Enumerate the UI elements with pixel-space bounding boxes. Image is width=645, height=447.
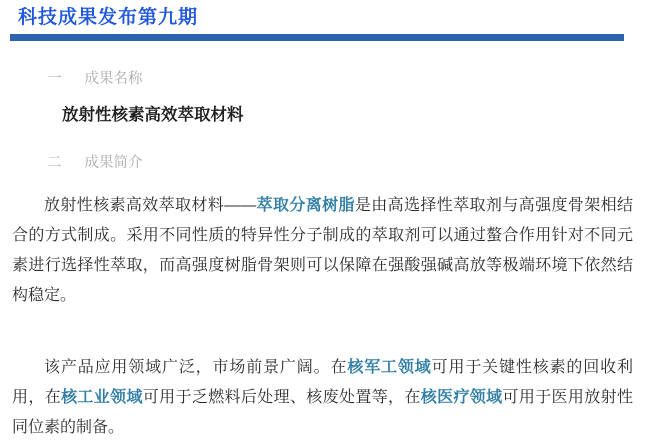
section-heading-result-intro: [47, 155, 645, 171]
title-underline-bar: [10, 34, 624, 41]
section-number: 二: [47, 155, 62, 171]
highlighted-term: 核医疗领域: [420, 389, 503, 406]
highlighted-term: 萃取分离树脂: [256, 197, 355, 214]
section-number: 一: [47, 71, 62, 87]
highlighted-term: 核军工领域: [347, 359, 432, 376]
intro-paragraph-1: [12, 191, 633, 311]
result-name-text: 放射性核素高效萃取材料: [62, 106, 244, 124]
body-text-run: 该产品应用领域广泛，市场前景广阔。在: [44, 359, 348, 376]
body-text-run: 可用于医用放射性同位素的制备。: [12, 389, 633, 436]
intro-paragraph-2: [12, 353, 633, 443]
body-text-run: 放射性核素高效萃取材料——: [44, 197, 257, 214]
section-title: 成果名称: [84, 71, 143, 87]
body-text-run: 可用于关键性核素的回收利用，在: [12, 359, 633, 406]
body-text-run: 是由高选择性萃取剂与高强度骨架相结合的方式制成。采用不同性质的特异性分子制成的萃取剂可以通过螯合作用针对不同元素进行选择性萃取，而高强度树脂骨架则可以保障在强酸强碱高放等极端环境下依然结构稳定。: [12, 197, 633, 304]
page-title: 科技成果发布第九期: [18, 7, 199, 28]
article-header: [0, 0, 645, 41]
section-heading-result-name: [47, 71, 645, 87]
body-text-run: 可用于乏燃料后处理、核废处置等，在: [142, 389, 421, 406]
highlighted-term: 核工业领域: [61, 389, 143, 406]
section-title: 成果简介: [84, 155, 143, 171]
